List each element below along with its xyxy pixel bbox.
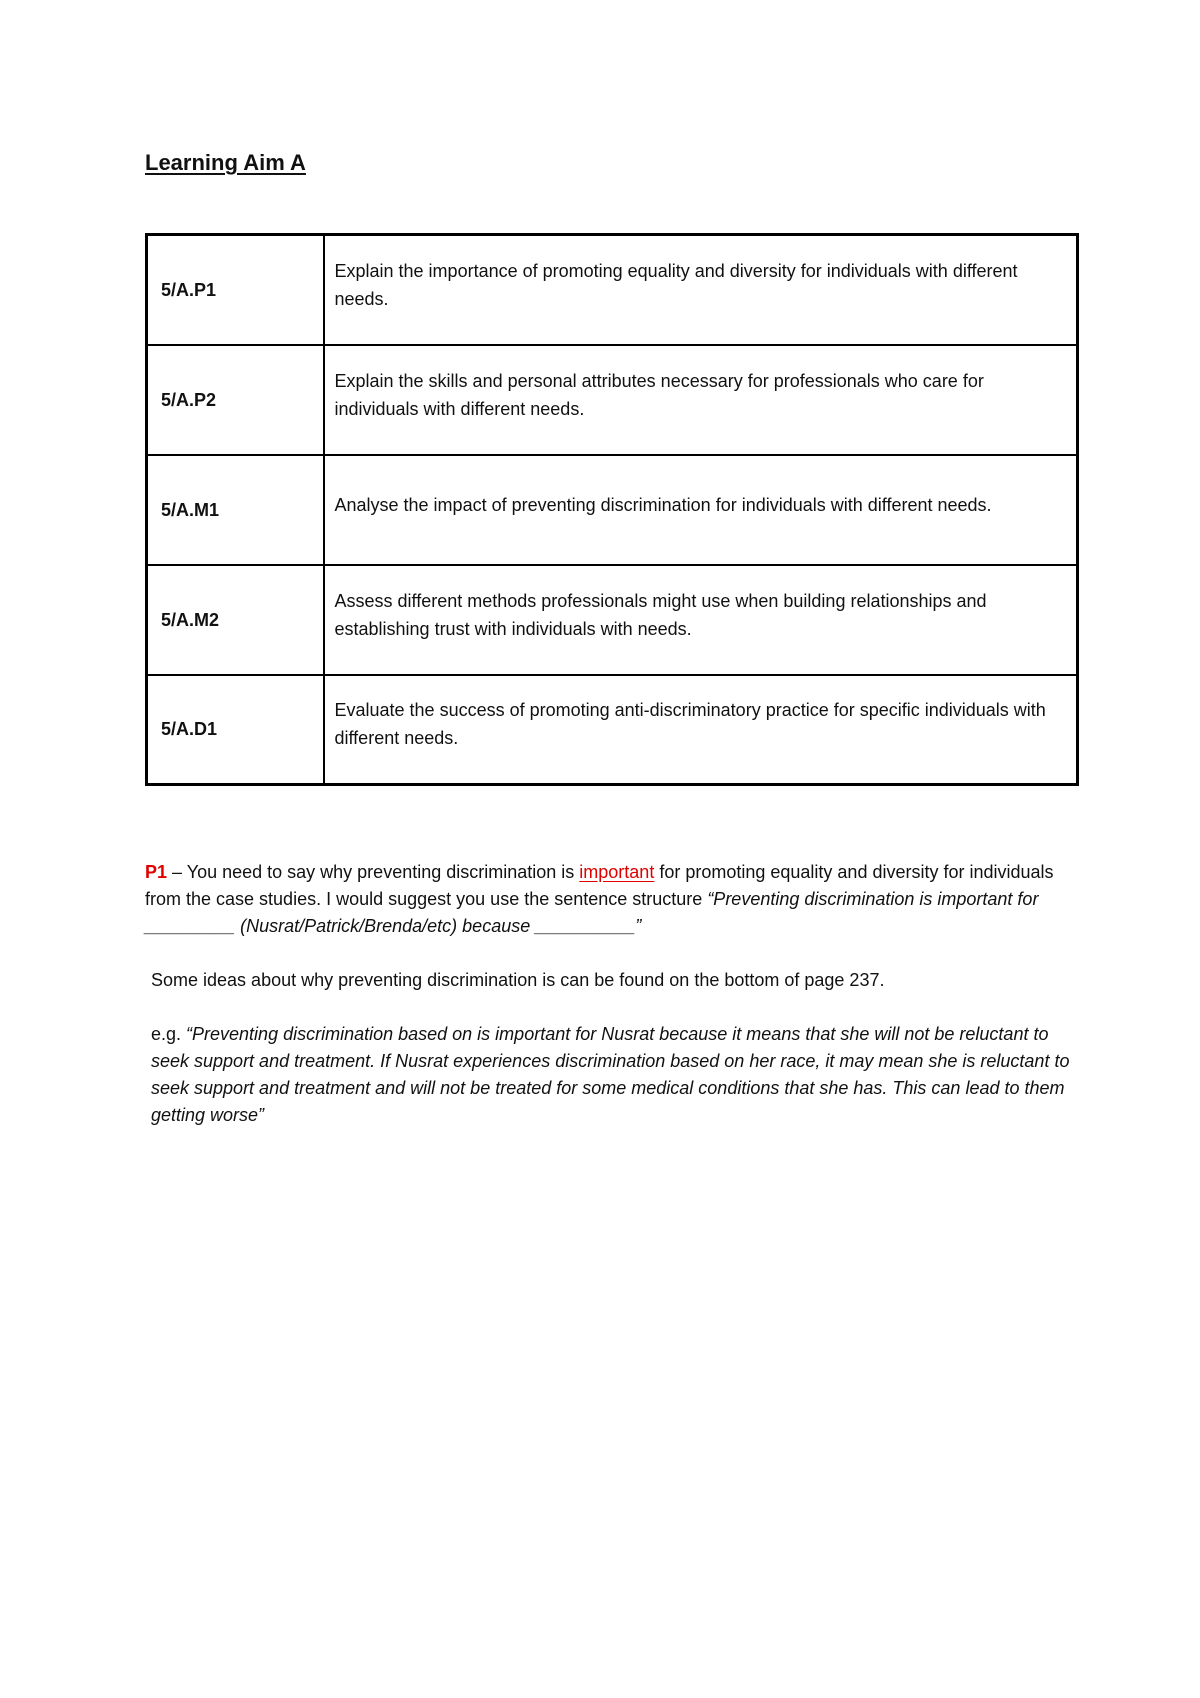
criterion-description: Assess different methods professionals might use when building relationships and establishing trust with individuals with needs.: [324, 565, 1078, 675]
criterion-description: Analyse the impact of preventing discrimination for individuals with different needs.: [324, 455, 1078, 565]
criterion-code: 5/A.M2: [147, 565, 324, 675]
sentence-structure-quote: “Preventing discrimination is important for _________ (Nusrat/Patrick/Brenda/etc) because __________”: [145, 889, 1039, 936]
ideas-paragraph: Some ideas about why preventing discrimination is can be found on the bottom of page 237.: [151, 970, 885, 990]
criterion-description: Explain the importance of promoting equality and diversity for individuals with different needs.: [324, 235, 1078, 345]
example-paragraph: [145, 1021, 1081, 1129]
criterion-description: Evaluate the success of promoting anti-discriminatory practice for specific individuals with different needs.: [324, 675, 1078, 785]
important-highlight: important: [579, 862, 655, 882]
table-row: [147, 345, 1078, 455]
criterion-code: 5/A.M1: [147, 455, 324, 565]
table-row: [147, 565, 1078, 675]
p1-label: P1: [145, 862, 168, 882]
p1-text-before: – You need to say why preventing discrimination is: [167, 862, 580, 882]
criterion-code: 5/A.P2: [147, 345, 324, 455]
table-row: [147, 455, 1078, 565]
table-row: [147, 675, 1078, 785]
p1-guidance-paragraph: [145, 859, 1075, 940]
criterion-description: Explain the skills and personal attributes necessary for professionals who care for individuals with different needs.: [324, 345, 1078, 455]
example-prefix: e.g.: [151, 1024, 187, 1044]
criterion-code: 5/A.D1: [147, 675, 324, 785]
example-quote: “Preventing discrimination based on is important for Nusrat because it means that she will not be reluctant to seek support and treatment. If Nusrat experiences discrimination based on her race, it may mean she is reluctant to seek support and treatment and will not be treated for some medical conditions that she has. This can lead to them getting worse”: [151, 1024, 1070, 1125]
table-row: [147, 235, 1078, 345]
page-heading: Learning Aim A: [145, 150, 306, 175]
criteria-table: [145, 233, 1079, 786]
p1-text-after: for promoting equality and diversity for individuals from the case studies. I would suggest you use the sentence structure: [145, 862, 1054, 909]
criterion-code: 5/A.P1: [147, 235, 324, 345]
